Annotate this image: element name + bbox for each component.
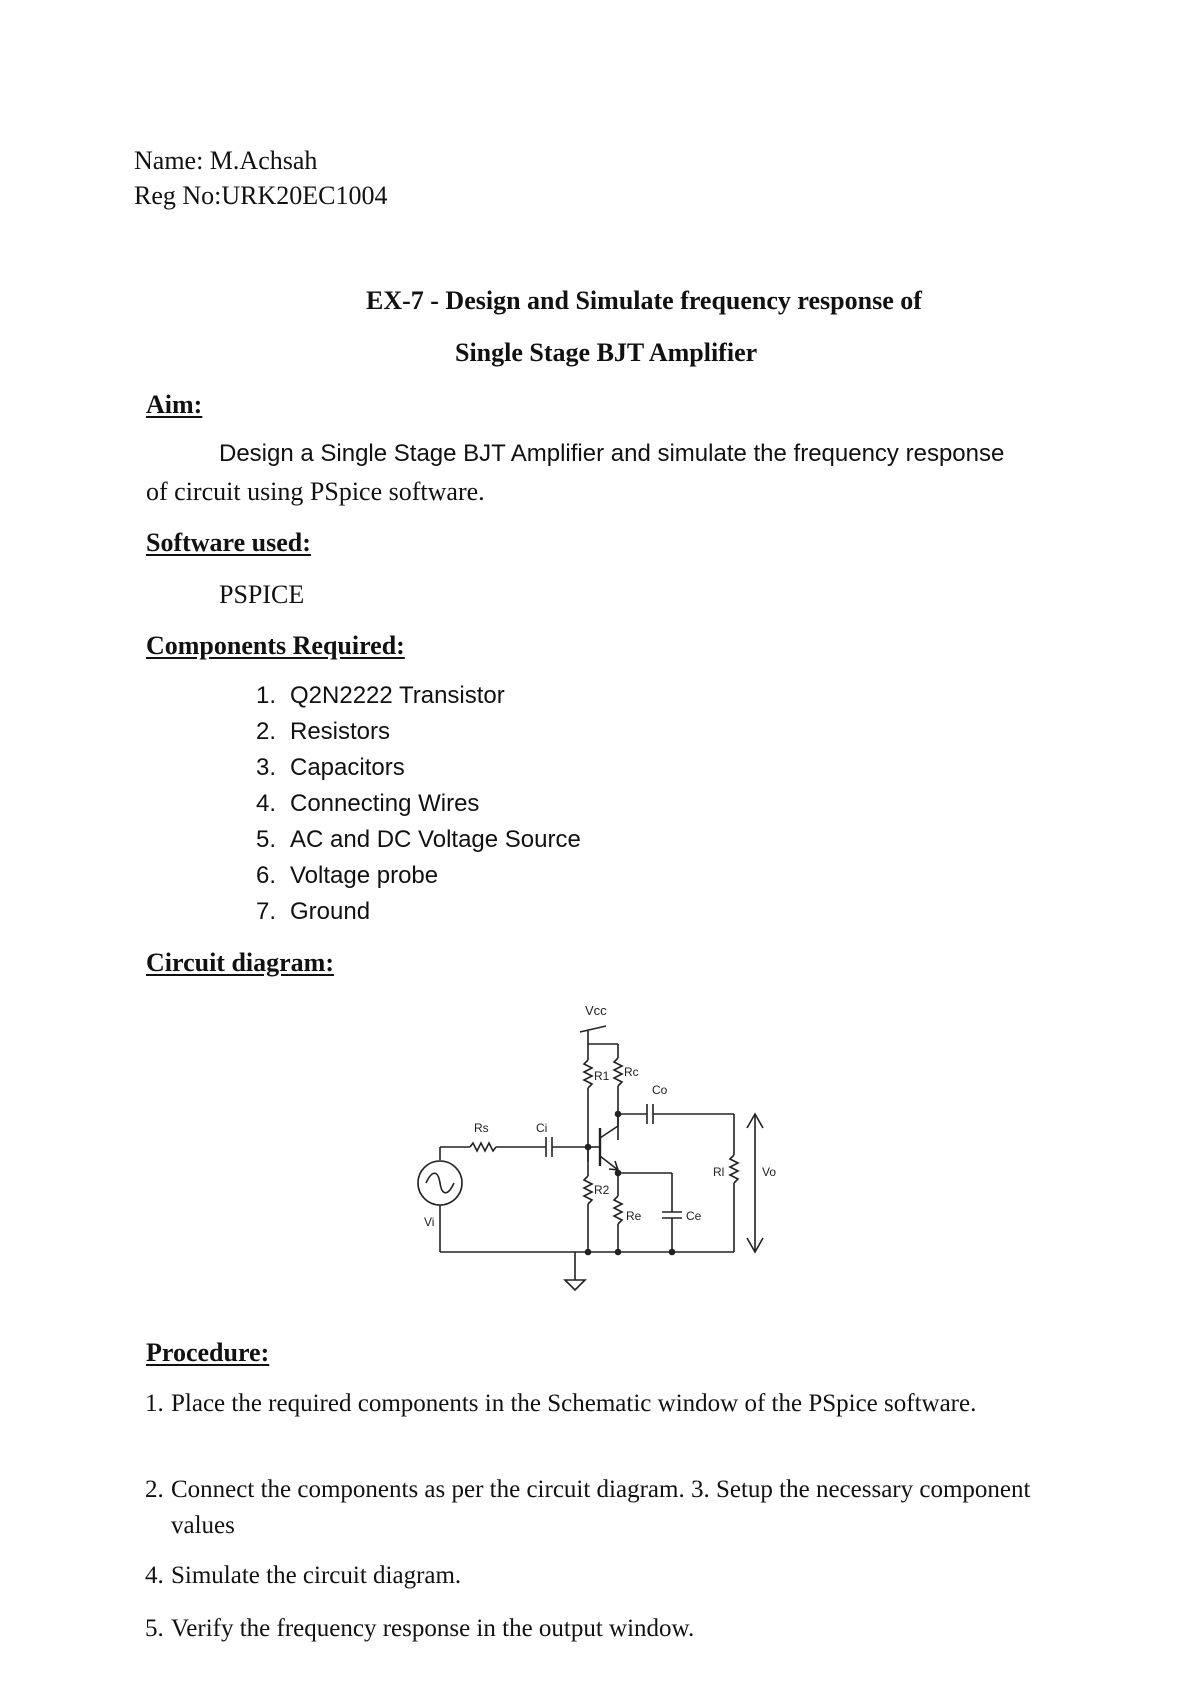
list-item: 6. Voltage probe: [256, 862, 439, 889]
junction-dot: [616, 1250, 621, 1255]
student-name: Name: M.Achsah: [134, 146, 318, 175]
aim-heading: Aim:: [146, 390, 203, 419]
procedure-step: 4. Simulate the circuit diagram.: [145, 1562, 462, 1589]
registration-number: Reg No:URK20EC1004: [134, 181, 388, 210]
rc-resistor: [614, 1058, 622, 1086]
junction-dot: [670, 1250, 675, 1255]
document-subtitle: Single Stage BJT Amplifier: [455, 338, 758, 367]
rl-label: Rl: [713, 1165, 725, 1179]
ce-label: Ce: [686, 1209, 702, 1223]
ground-icon: [565, 1280, 585, 1290]
circuit-heading: Circuit diagram:: [146, 948, 334, 977]
procedure-heading: Procedure:: [146, 1338, 270, 1367]
junction-dot: [586, 1145, 591, 1150]
vo-label: Vo: [762, 1165, 777, 1179]
junction-dot: [616, 1112, 621, 1117]
junction-dot: [616, 1171, 621, 1176]
software-heading: Software used:: [146, 528, 311, 557]
junction-dot: [586, 1250, 591, 1255]
rc-label: Rc: [624, 1065, 639, 1079]
list-item: 2. Resistors: [256, 718, 391, 745]
components-heading: Components Required:: [146, 631, 405, 660]
procedure-step: 1. Place the required components in the Schematic window of the PSpice software.: [145, 1390, 977, 1417]
components-list: [256, 681, 581, 933]
list-item: 4. Connecting Wires: [256, 790, 480, 817]
rs-label: Rs: [474, 1121, 489, 1135]
software-value: PSPICE: [219, 580, 305, 609]
list-item: 7. Ground: [256, 898, 371, 925]
rl-resistor: [730, 1155, 738, 1183]
aim-text-line2: of circuit using PSpice software.: [146, 477, 485, 506]
list-item: 1. Q2N2222 Transistor: [256, 682, 505, 709]
list-item: 3. Capacitors: [256, 754, 405, 781]
procedure-step: 5. Verify the frequency response in the output window.: [145, 1615, 695, 1642]
procedure-step: 2. Connect the components as per the circuit diagram. 3. Setup the necessary component values: [145, 1476, 1031, 1539]
document-title: EX-7 - Design and Simulate frequency response of: [366, 286, 922, 315]
co-label: Co: [652, 1083, 668, 1097]
vi-label: Vi: [424, 1215, 435, 1229]
aim-text-line1: Design a Single Stage BJT Amplifier and simulate the frequency response: [219, 440, 1005, 467]
vcc-terminal: [580, 1026, 606, 1032]
rs-resistor: [470, 1143, 496, 1151]
r1-resistor: [584, 1060, 592, 1088]
vcc-label: Vcc: [585, 1003, 607, 1018]
r1-label: R1: [594, 1069, 610, 1083]
ci-label: Ci: [536, 1121, 548, 1135]
sine-wave-icon: [426, 1173, 454, 1193]
re-resistor: [614, 1196, 622, 1224]
transistor-collector: [600, 1126, 618, 1138]
list-item: 5. AC and DC Voltage Source: [256, 826, 581, 853]
circuit-diagram: [410, 990, 800, 1320]
re-label: Re: [626, 1209, 642, 1223]
r2-resistor: [584, 1176, 592, 1204]
r2-label: R2: [594, 1183, 610, 1197]
